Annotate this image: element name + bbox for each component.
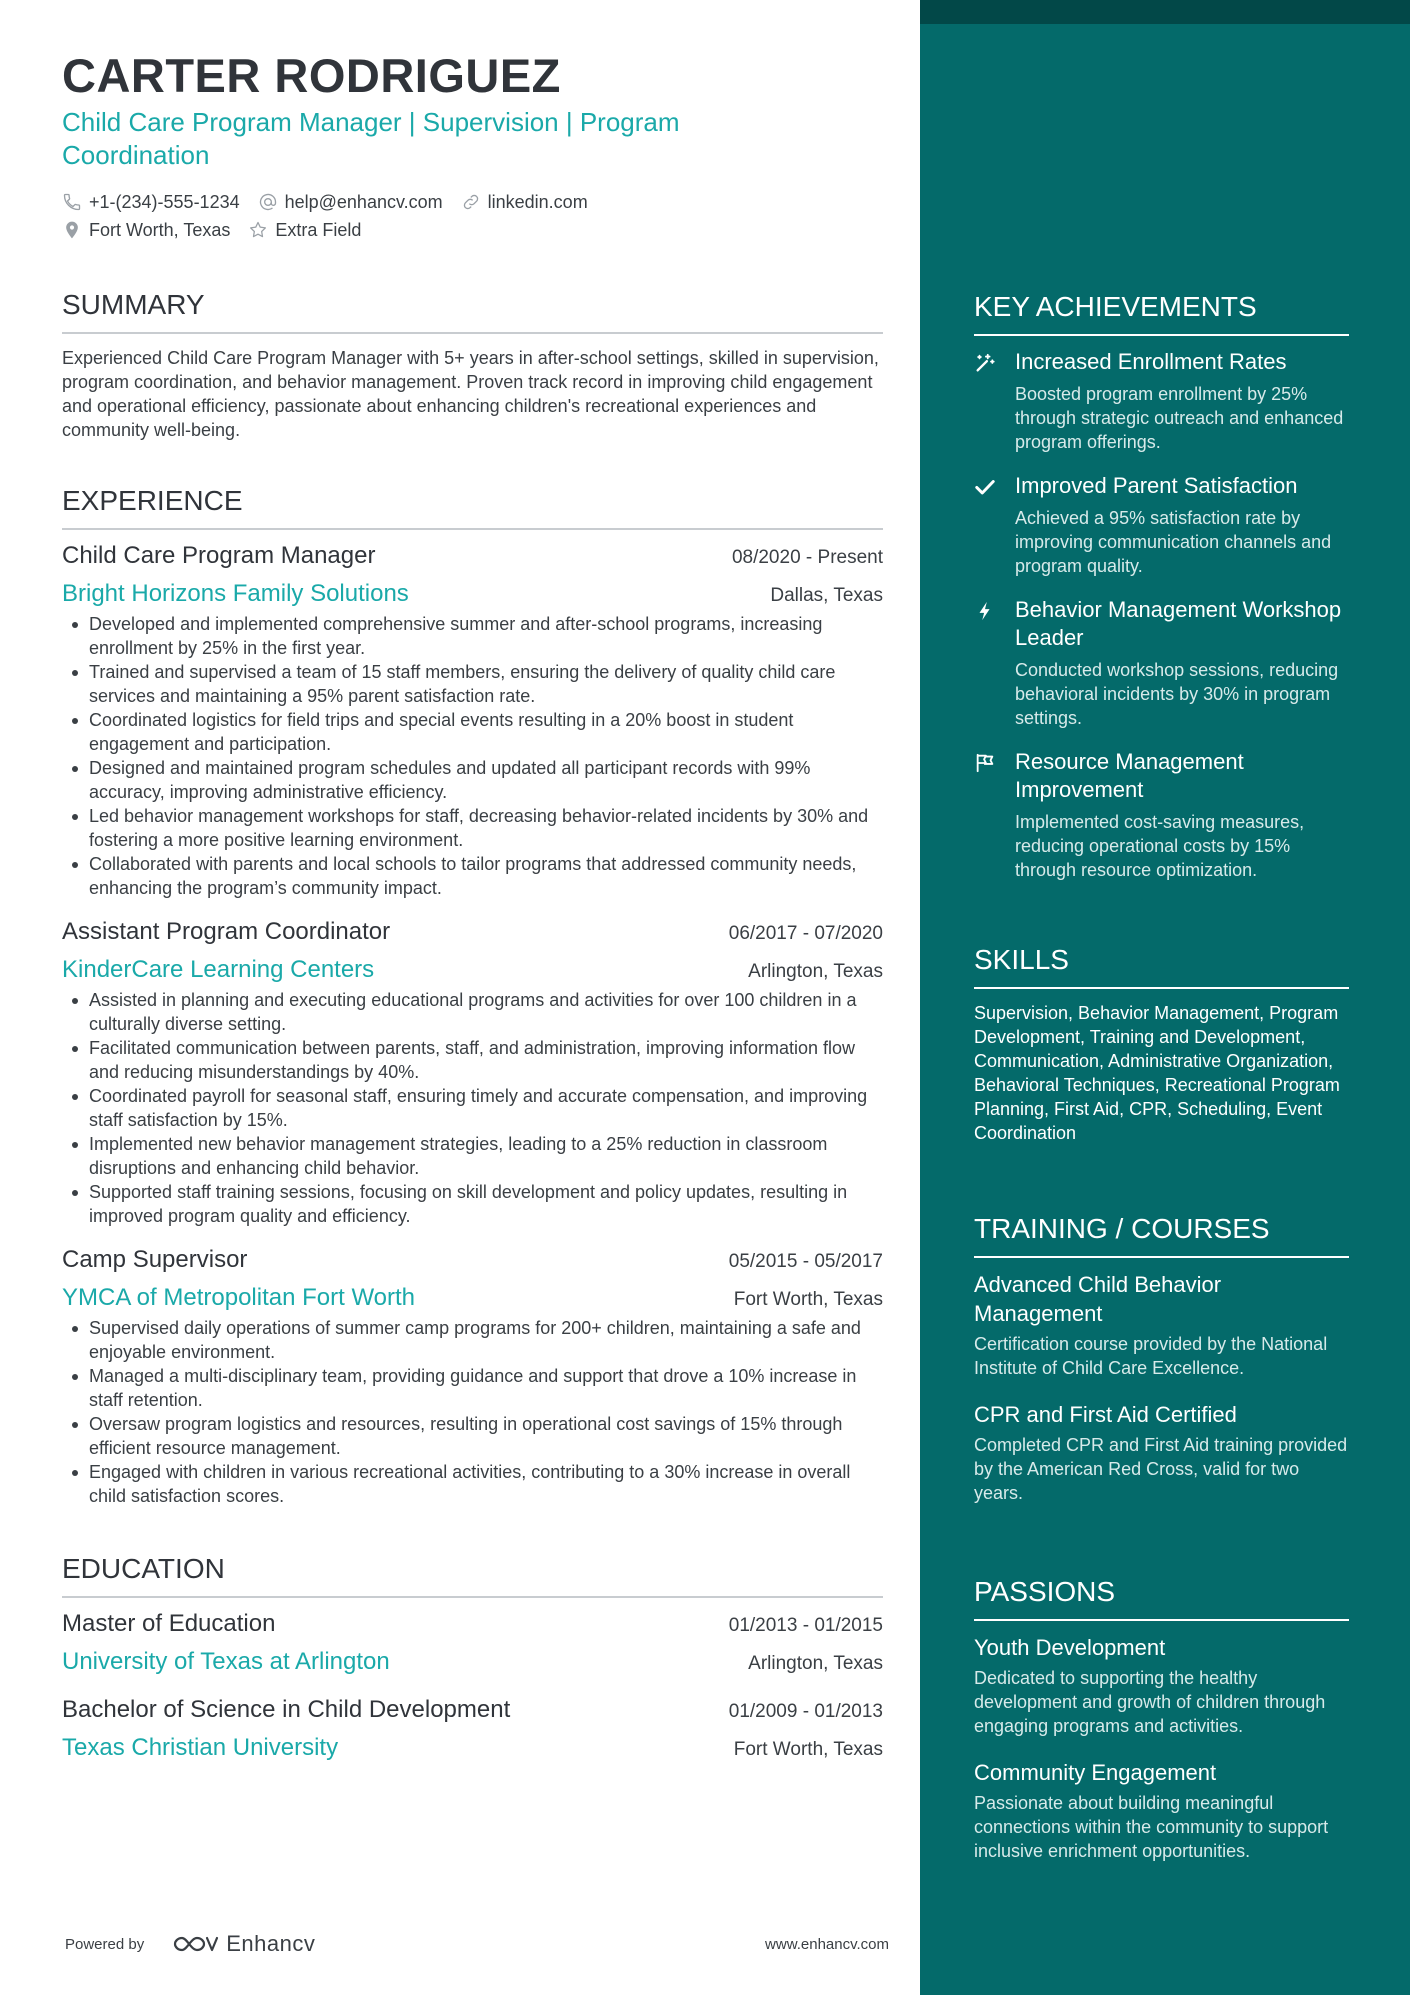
job-title: Camp Supervisor — [62, 1246, 248, 1273]
job-company-row — [62, 574, 883, 612]
magic-wand-icon — [974, 352, 996, 374]
summary-divider — [62, 332, 883, 334]
email-text: help@enhancv.com — [284, 192, 443, 212]
summary-section — [62, 288, 883, 442]
bullet-item: Facilitated communication between parents, staff, and administration, improving information flow and reducing misunderstandings by 40%. — [62, 1036, 883, 1084]
achievement-item — [974, 348, 1349, 454]
job-company-row — [62, 950, 883, 988]
phone-text: +1-(234)-555-1234 — [89, 192, 240, 212]
bullet-item: Developed and implemented comprehensive summer and after-school programs, increasing enrollment by 25% in the first year. — [62, 612, 883, 660]
job-location: Dallas, Texas — [770, 585, 883, 606]
education-header — [62, 1696, 883, 1728]
at-sign-icon — [258, 192, 278, 212]
achievement-icon-wrap — [974, 348, 1015, 454]
job-date: 08/2020 - Present — [731, 547, 883, 568]
achievements-divider — [974, 334, 1349, 336]
summary-title: SUMMARY — [62, 289, 205, 320]
footer-url[interactable]: www.enhancv.com — [765, 1935, 889, 1953]
education-title: EDUCATION — [62, 1553, 225, 1584]
location-text: Fort Worth, Texas — [89, 220, 231, 240]
company-name: Bright Horizons Family Solutions — [62, 580, 409, 607]
contact-extra — [248, 216, 361, 244]
contact-email[interactable] — [258, 188, 443, 216]
contact-info — [62, 188, 883, 244]
passion-desc: Passionate about building meaningful connections within the community to support inclusive enrichment opportunities. — [974, 1793, 1329, 1861]
job-bullets — [62, 612, 883, 900]
achievement-icon-wrap — [974, 748, 1015, 882]
company-name: KinderCare Learning Centers — [62, 956, 375, 983]
achievement-body — [1015, 472, 1349, 578]
job-entry — [62, 542, 883, 900]
bullet-item: Designed and maintained program schedules and updated all participant records with 99% accuracy, improving administrative efficiency. — [62, 756, 883, 804]
training-divider — [974, 1256, 1349, 1258]
education-section — [62, 1552, 883, 1766]
achievements-title: KEY ACHIEVEMENTS — [974, 291, 1257, 322]
bullet-item: Supervised daily operations of summer camp programs for 200+ children, maintaining a safe and enjoyable environment. — [62, 1316, 883, 1364]
experience-section — [62, 484, 883, 1508]
powered-by-text: Powered by — [65, 1935, 145, 1953]
achievement-body — [1015, 348, 1349, 454]
education-date: 01/2009 - 01/2013 — [728, 1701, 883, 1722]
achievement-body — [1015, 748, 1349, 882]
bullet-item: Engaged with children in various recreational activities, contributing to a 30% increase in overall child satisfaction scores. — [62, 1460, 883, 1508]
bullet-item: Collaborated with parents and local schools to tailor programs that addressed community needs, enhancing the program’s community impact. — [62, 852, 883, 900]
passions-title: PASSIONS — [974, 1576, 1116, 1607]
course-title: Advanced Child Behavior Management — [974, 1272, 1222, 1326]
school-location: Fort Worth, Texas — [733, 1739, 883, 1760]
footer — [65, 1928, 889, 1960]
education-entry — [62, 1610, 883, 1680]
contact-phone[interactable] — [62, 188, 240, 216]
achievement-desc: Implemented cost-saving measures, reducing operational costs by 15% through resource optimization. — [1015, 812, 1305, 880]
passion-title: Youth Development — [974, 1635, 1166, 1660]
job-location: Fort Worth, Texas — [733, 1289, 883, 1310]
education-date: 01/2013 - 01/2015 — [728, 1615, 883, 1636]
bullet-item: Coordinated payroll for seasonal staff, ensuring timely and accurate compensation, and improving staff satisfaction by 15%. — [62, 1084, 883, 1132]
degree-title: Bachelor of Science in Child Development — [62, 1696, 511, 1723]
checkmark-icon — [974, 476, 996, 498]
achievement-icon-wrap — [974, 596, 1015, 730]
course-desc: Certification course provided by the National Institute of Child Care Excellence. — [974, 1334, 1328, 1378]
candidate-name: CARTER RODRIGUEZ — [62, 49, 561, 102]
bullet-item: Trained and supervised a team of 15 staff members, ensuring the delivery of quality child care services and maintaining a 95% parent satisfaction rate. — [62, 660, 883, 708]
skills-title: SKILLS — [974, 944, 1069, 975]
job-date: 06/2017 - 07/2020 — [728, 923, 883, 944]
education-school-row — [62, 1642, 883, 1680]
job-date: 05/2015 - 05/2017 — [728, 1251, 883, 1272]
job-location: Arlington, Texas — [748, 961, 883, 982]
school-name: Texas Christian University — [62, 1734, 339, 1761]
passion-desc: Dedicated to supporting the healthy development and growth of children through engaging programs and activities. — [974, 1668, 1326, 1736]
passion-item — [974, 1758, 1349, 1863]
education-school-row — [62, 1728, 883, 1766]
sidebar-skills — [974, 943, 1349, 1145]
school-location: Arlington, Texas — [748, 1653, 883, 1674]
education-entry — [62, 1696, 883, 1766]
job-entry — [62, 918, 883, 1228]
experience-divider — [62, 528, 883, 530]
bullet-item: Supported staff training sessions, focusing on skill development and policy updates, resulting in improved program quality and efficiency. — [62, 1180, 883, 1228]
bullet-item: Oversaw program logistics and resources, resulting in operational cost savings of 15% through efficient resource management. — [62, 1412, 883, 1460]
linkedin-text: linkedin.com — [487, 192, 588, 212]
degree-title: Master of Education — [62, 1610, 276, 1637]
sidebar-top-band — [920, 0, 1410, 24]
company-name: YMCA of Metropolitan Fort Worth — [62, 1284, 416, 1311]
enhancv-brand-text: Enhancv — [226, 1931, 316, 1956]
link-icon — [461, 192, 481, 212]
achievement-icon-wrap — [974, 472, 1015, 578]
course-title: CPR and First Aid Certified — [974, 1402, 1237, 1427]
job-header — [62, 918, 883, 950]
achievement-item — [974, 472, 1349, 578]
contact-row-1 — [62, 188, 883, 216]
bullet-item: Assisted in planning and executing educational programs and activities for over 100 children in a culturally diverse setting. — [62, 988, 883, 1036]
contact-location — [62, 216, 230, 244]
job-header — [62, 1246, 883, 1278]
sidebar-achievements — [974, 290, 1349, 882]
sidebar-training — [974, 1212, 1349, 1505]
extra-field-text: Extra Field — [275, 220, 362, 240]
bullet-item: Led behavior management workshops for staff, decreasing behavior-related incidents by 30% and fostering a more positive learning environment. — [62, 804, 883, 852]
bullet-item: Managed a multi-disciplinary team, providing guidance and support that drove a 10% increase in staff retention. — [62, 1364, 883, 1412]
enhancv-logo-icon — [172, 1932, 220, 1956]
star-icon — [248, 220, 268, 240]
education-header — [62, 1610, 883, 1642]
achievement-title: Behavior Management Workshop Leader — [1015, 597, 1342, 650]
job-bullets — [62, 1316, 883, 1508]
candidate-headline: Child Care Program Manager | Supervision | Program Coordination — [62, 107, 680, 170]
job-company-row — [62, 1278, 883, 1316]
achievement-desc: Boosted program enrollment by 25% through strategic outreach and enhanced program offerings. — [1015, 384, 1344, 452]
lightning-icon — [974, 600, 996, 622]
main-column — [62, 48, 883, 1766]
course-desc: Completed CPR and First Aid training provided by the American Red Cross, valid for two years. — [974, 1435, 1348, 1503]
summary-text: Experienced Child Care Program Manager with 5+ years in after-school settings, skilled in supervision, program coordination, and behavior management. Proven track record in improving child engagement and operational efficiency, passionate about enhancing children's recreational experiences and community well-being. — [62, 348, 879, 440]
contact-linkedin[interactable] — [461, 188, 588, 216]
job-entry — [62, 1246, 883, 1508]
job-title: Assistant Program Coordinator — [62, 918, 391, 945]
course-item — [974, 1400, 1349, 1505]
achievement-desc: Achieved a 95% satisfaction rate by improving communication channels and program quality. — [1015, 508, 1332, 576]
course-item — [974, 1270, 1349, 1380]
achievement-body — [1015, 596, 1349, 730]
skills-list: Supervision, Behavior Management, Program Development, Training and Development, Communication, Administrative Organization, Behavioral Techniques, Recreational Program Planning, First Aid, CPR, Scheduling, Event Coordination — [974, 1003, 1340, 1143]
school-name: University of Texas at Arlington — [62, 1648, 390, 1675]
training-title: TRAINING / COURSES — [974, 1213, 1270, 1244]
job-header — [62, 542, 883, 574]
achievement-title: Resource Management Improvement — [1015, 749, 1244, 802]
education-divider — [62, 1596, 883, 1598]
achievement-title: Improved Parent Satisfaction — [1015, 473, 1298, 498]
flag-icon — [974, 752, 996, 774]
passions-divider — [974, 1619, 1349, 1621]
sidebar-passions — [974, 1575, 1349, 1863]
achievement-title: Increased Enrollment Rates — [1015, 349, 1287, 374]
phone-icon — [62, 192, 82, 212]
achievement-item — [974, 596, 1349, 730]
job-bullets — [62, 988, 883, 1228]
bullet-item: Coordinated logistics for field trips and special events resulting in a 20% boost in student engagement and participation. — [62, 708, 883, 756]
job-title: Child Care Program Manager — [62, 542, 376, 569]
footer-branding — [65, 1931, 315, 1957]
achievement-item — [974, 748, 1349, 882]
passion-item — [974, 1633, 1349, 1738]
bullet-item: Implemented new behavior management strategies, leading to a 25% reduction in classroom disruptions and enhancing child behavior. — [62, 1132, 883, 1180]
contact-row-2 — [62, 216, 883, 244]
passion-title: Community Engagement — [974, 1760, 1217, 1785]
experience-title: EXPERIENCE — [62, 485, 243, 516]
achievement-desc: Conducted workshop sessions, reducing behavioral incidents by 30% in program settings. — [1015, 660, 1339, 728]
skills-divider — [974, 987, 1349, 989]
location-pin-icon — [62, 220, 82, 240]
enhancv-logo[interactable] — [172, 1931, 315, 1957]
